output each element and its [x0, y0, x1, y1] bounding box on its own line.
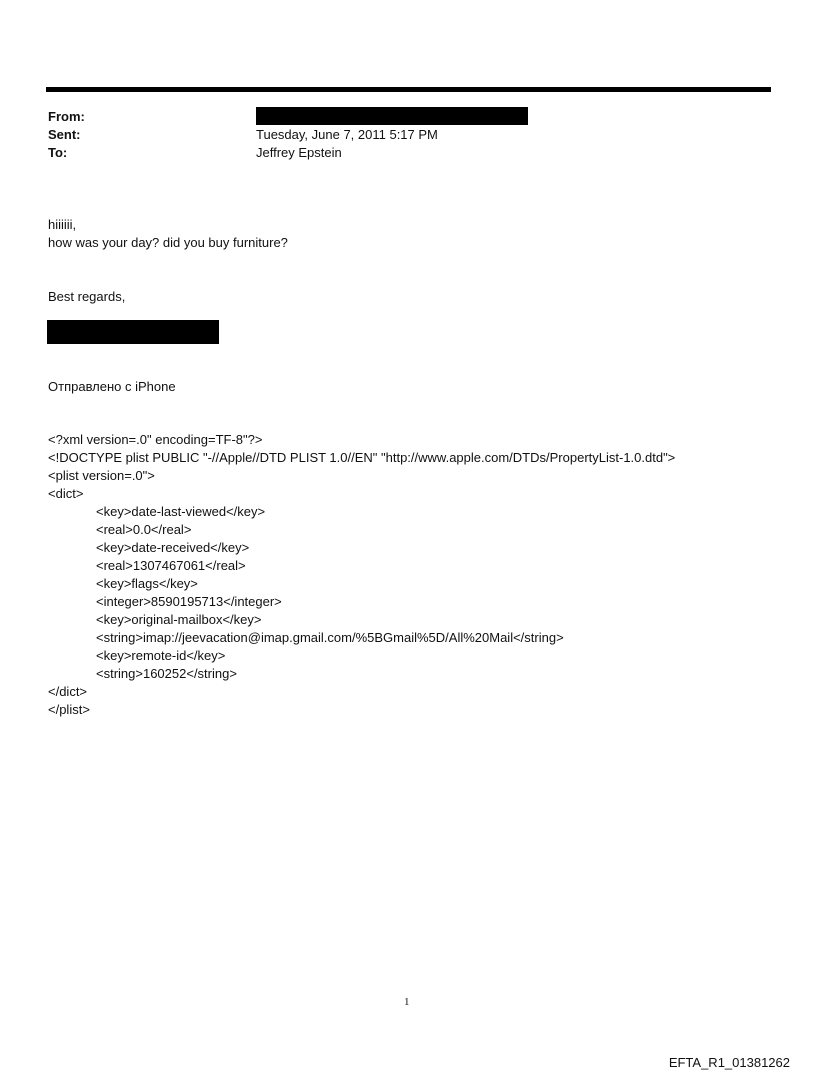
greeting: hiiiiii, [48, 217, 77, 232]
sent-from-device: Отправлено с iPhone [48, 379, 176, 394]
plist-line: <key>flags</key> [96, 576, 198, 591]
redacted-sender [256, 107, 528, 125]
plist-block [48, 431, 675, 719]
plist-line: <!DOCTYPE plist PUBLIC "-//Apple//DTD PLIST 1.0//EN" "http://www.apple.com/DTDs/PropertyList-1.0.dtd"> [48, 450, 676, 465]
plist-line: <real>1307467061</real> [96, 558, 246, 573]
plist-line: <string>160252</string> [96, 666, 237, 681]
document-id: EFTA_R1_01381262 [668, 1055, 790, 1070]
closing: Best regards, [48, 289, 126, 304]
plist-line: <plist version=.0"> [48, 468, 155, 483]
sent-label: Sent: [48, 127, 81, 142]
redacted-signature [47, 320, 219, 344]
sent-value: Tuesday, June 7, 2011 5:17 PM [256, 127, 438, 142]
plist-line: <key>original-mailbox</key> [96, 612, 262, 627]
header-rule [46, 87, 771, 92]
plist-line: <key>date-received</key> [96, 540, 250, 555]
message-line: how was your day? did you buy furniture? [48, 235, 288, 250]
plist-line: <key>remote-id</key> [96, 648, 226, 663]
page-number: 1 [404, 996, 410, 1008]
from-label: From: [48, 109, 85, 124]
plist-line: <?xml version=.0" encoding=TF-8"?> [48, 432, 263, 447]
plist-line: </plist> [48, 702, 90, 717]
plist-line: <string>imap://jeevacation@imap.gmail.com/%5BGmail%5D/All%20Mail</string> [96, 630, 564, 645]
to-label: To: [48, 145, 68, 160]
plist-line: <integer>8590195713</integer> [96, 594, 282, 609]
to-value: Jeffrey Epstein [256, 145, 342, 160]
plist-line: <dict> [48, 486, 84, 501]
plist-line: <real>0.0</real> [96, 522, 192, 537]
plist-line: </dict> [48, 684, 88, 699]
plist-line: <key>date-last-viewed</key> [96, 504, 266, 519]
